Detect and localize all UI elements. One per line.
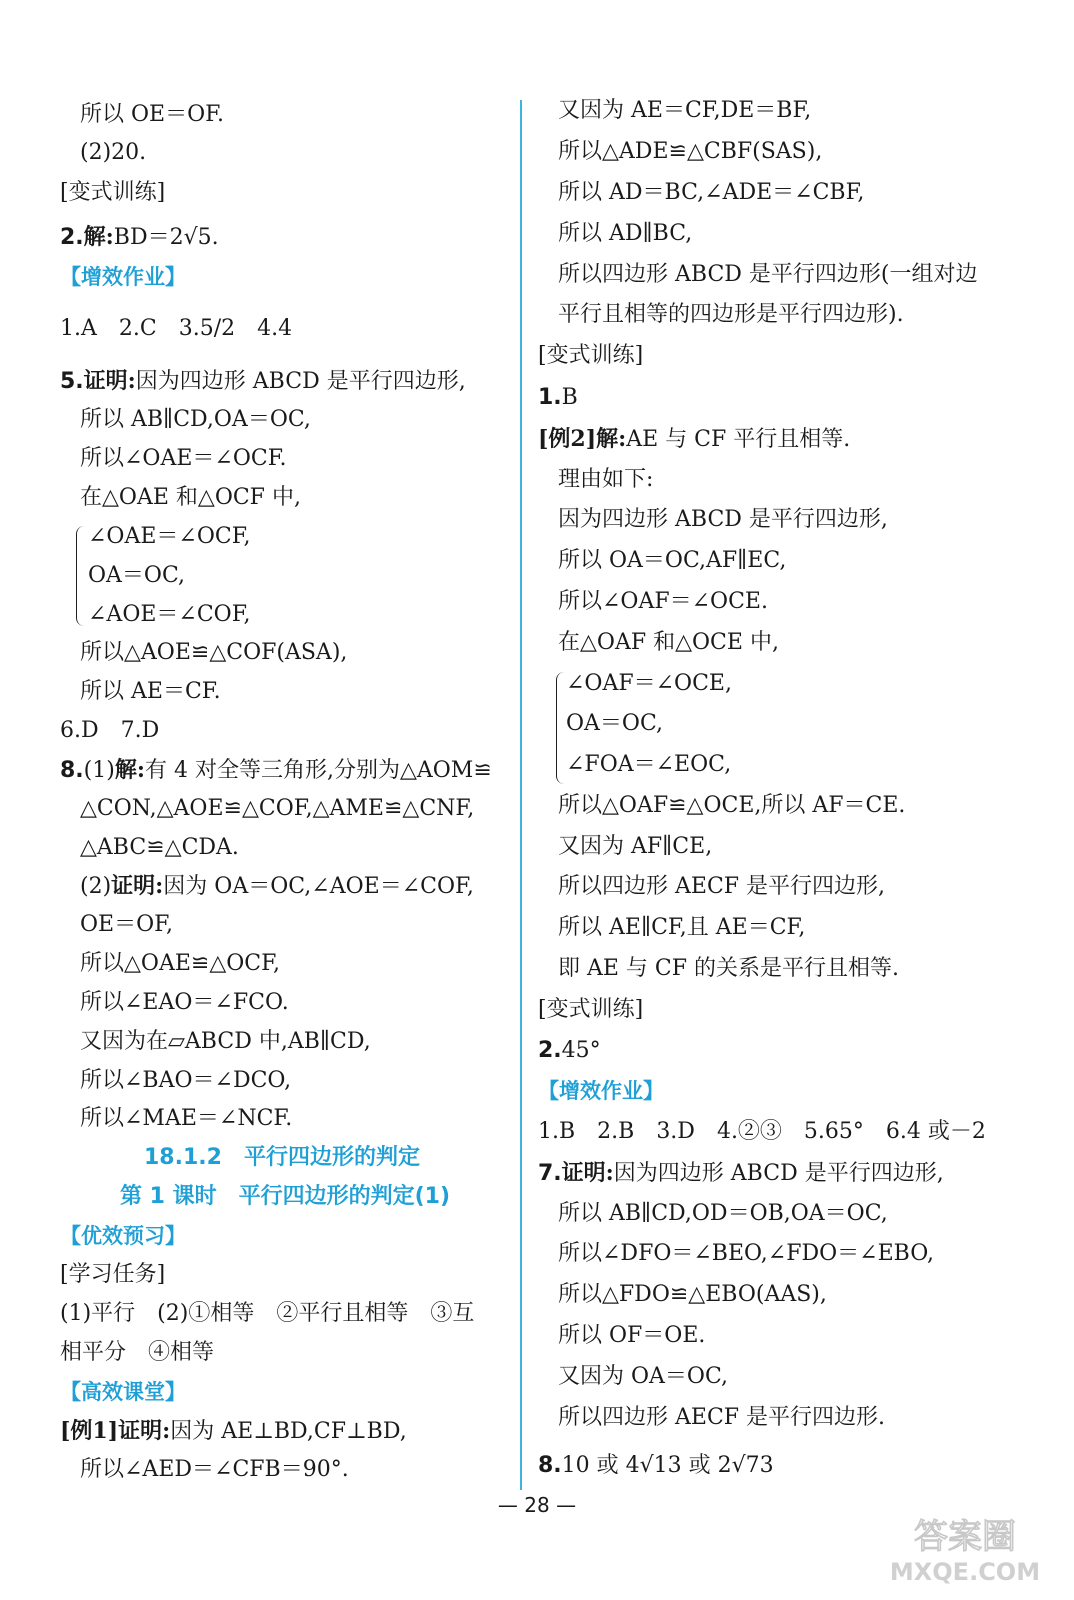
line-text: 因为四边形 ABCD 是平行四边形, (135, 369, 466, 394)
line-text: 1.B 2.B 3.D 4.②③ 5.65° 6.4 或－2 (538, 1119, 986, 1144)
left-line-8 (80, 405, 311, 435)
line-text: 6.D 7.D (60, 718, 160, 743)
answer-lead: 解: (83, 224, 114, 250)
line-text: 所以四边形 ABCD 是平行四边形(一组对边 (558, 262, 978, 287)
line-text: 所以四边形 AECF 是平行四边形, (558, 874, 886, 899)
line-text: [变式训练] (60, 180, 166, 205)
section-tag: 【高效课堂】 (60, 1380, 186, 1404)
right-line-11 (558, 505, 888, 535)
line-text: 在△OAE 和△OCF 中, (80, 485, 301, 510)
right-line-17 (566, 750, 731, 780)
line-text: B (561, 385, 578, 410)
line-text: 所以四边形 AECF 是平行四边形. (558, 1405, 886, 1430)
left-line-2 (80, 138, 146, 168)
left-line-30 (60, 1260, 165, 1290)
question-number: 1. (538, 385, 562, 410)
left-line-6 (60, 314, 292, 344)
line-text: 所以∠EAO＝∠FCO. (80, 990, 289, 1015)
left-line-17 (60, 755, 492, 785)
left-line-23 (80, 988, 289, 1018)
line-text: 10 或 4√13 或 2√73 (561, 1453, 774, 1478)
right-line-12 (558, 546, 786, 576)
line-text: OE＝OF, (80, 912, 173, 937)
left-line-16 (60, 716, 159, 746)
right-line-25 (538, 1076, 664, 1106)
line-text: 所以△ADE≌△CBF(SAS), (558, 139, 823, 164)
right-line-32 (558, 1362, 728, 1392)
left-line-5 (60, 262, 186, 292)
right-line-23 (538, 995, 643, 1025)
right-line-21 (558, 913, 805, 943)
answer-lead: [例1]证明: (60, 1418, 171, 1444)
page-number: — 28 — (497, 1493, 577, 1517)
line-text: 1.A 2.C 3.5/2 4.4 (60, 316, 293, 341)
right-line-27 (538, 1158, 944, 1188)
right-line-18 (558, 791, 905, 821)
line-text: 所以∠OAE＝∠OCF. (80, 446, 287, 471)
line-text: 所以△FDO≌△EBO(AAS), (558, 1282, 827, 1307)
right-line-8 (538, 383, 578, 413)
left-line-29 (60, 1221, 186, 1251)
right-line-1 (558, 96, 811, 126)
line-text: AE 与 CF 平行且相等. (626, 427, 851, 452)
left-line-26 (80, 1104, 292, 1134)
left-line-1 (80, 100, 224, 130)
left-line-21 (80, 910, 173, 940)
line-text: 因为四边形 ABCD 是平行四边形, (558, 507, 888, 532)
right-line-24 (538, 1036, 601, 1066)
line-text: 即 AE 与 CF 的关系是平行且相等. (558, 956, 900, 981)
column-divider (520, 100, 522, 1490)
left-line-20 (80, 871, 474, 901)
left-line-33 (60, 1377, 186, 1407)
left-line-14 (80, 638, 347, 668)
line-text: [变式训练] (538, 343, 644, 368)
line-text: 所以△OAF≌△OCE,所以 AF＝CE. (558, 793, 906, 818)
line-text: 因为四边形 ABCD 是平行四边形, (613, 1161, 944, 1186)
section-tag: 【增效作业】 (538, 1079, 664, 1103)
line-text: [学习任务] (60, 1262, 166, 1287)
left-line-12 (88, 561, 185, 591)
line-text: 45° (561, 1038, 601, 1063)
line-text: 所以 OA＝OC,AF∥EC, (558, 548, 787, 573)
answer-lead: 解: (114, 757, 145, 783)
question-number: 8. (538, 1453, 562, 1478)
right-line-28 (558, 1199, 888, 1229)
right-line-7 (538, 341, 643, 371)
line-text: 所以△OAE≌△OCF, (80, 951, 280, 976)
right-line-15 (566, 669, 732, 699)
left-line-19 (80, 833, 239, 863)
left-line-15 (80, 677, 221, 707)
left-line-13 (88, 600, 251, 630)
line-text: 所以 AD＝BC,∠ADE＝∠CBF, (558, 180, 865, 205)
left-line-9 (80, 444, 287, 474)
line-text: 理由如下: (558, 467, 654, 492)
right-line-5 (558, 260, 978, 290)
left-line-34 (60, 1416, 407, 1446)
line-text: 因为 AE⊥BD,CF⊥BD, (170, 1419, 407, 1444)
section-heading: 18.1.2 平行四边形的判定 (144, 1145, 420, 1170)
right-line-26 (538, 1117, 986, 1147)
sub-question-marker: (2) (80, 874, 112, 899)
line-text: ∠AOE＝∠COF, (88, 602, 251, 627)
line-text: △ABC≌△CDA. (80, 835, 239, 860)
brace-left-system (76, 526, 91, 626)
line-text: 因为 OA＝OC,∠AOE＝∠COF, (163, 874, 474, 899)
question-number: 2. (538, 1038, 562, 1063)
line-text: 相平分 ④相等 (60, 1340, 215, 1365)
line-text: 所以∠DFO＝∠BEO,∠FDO＝∠EBO, (558, 1241, 934, 1266)
left-line-10 (80, 483, 301, 513)
line-text: 所以 OE＝OF. (80, 102, 224, 127)
line-text: [变式训练] (538, 997, 644, 1022)
line-text: 所以 OF＝OE. (558, 1323, 706, 1348)
watermark-url: MXQE.COM (889, 1558, 1041, 1586)
line-text: 所以 AB∥CD,OA＝OC, (80, 407, 311, 432)
line-text: OA＝OC, (88, 563, 186, 588)
question-number: 5. (60, 369, 84, 394)
right-line-2 (558, 137, 822, 167)
answer-lead: 证明: (111, 873, 164, 899)
answer-lead: [例2]解: (538, 426, 627, 452)
line-text: 又因为 AE＝CF,DE＝BF, (558, 98, 812, 123)
right-line-20 (558, 872, 885, 902)
line-text: 所以∠OAF＝∠OCE. (558, 589, 768, 614)
line-text: ∠OAE＝∠OCF, (88, 524, 251, 549)
left-line-24 (80, 1027, 371, 1057)
left-line-11 (88, 522, 251, 552)
right-line-31 (558, 1321, 705, 1351)
line-text: 所以∠BAO＝∠DCO, (80, 1068, 292, 1093)
right-line-19 (558, 832, 712, 862)
line-text: (1)平行 (2)①相等 ②平行且相等 ③互 (60, 1301, 475, 1326)
line-text: 有 4 对全等三角形,分别为△AOM≌ (144, 758, 492, 783)
right-line-14 (558, 628, 779, 658)
right-line-6 (558, 300, 904, 330)
right-line-33 (558, 1403, 885, 1433)
line-text: 在△OAF 和△OCE 中, (558, 630, 779, 655)
left-line-18 (80, 794, 474, 824)
brace-right-system (556, 672, 571, 784)
line-text: (2)20. (80, 140, 147, 165)
right-line-29 (558, 1239, 934, 1269)
left-line-35 (80, 1455, 349, 1485)
right-line-22 (558, 954, 899, 984)
line-text: △CON,△AOE≌△COF,△AME≌△CNF, (80, 796, 475, 821)
watermark-logo (880, 1508, 1050, 1588)
line-text: 所以∠MAE＝∠NCF. (80, 1106, 293, 1131)
left-line-4 (60, 222, 219, 252)
left-line-27 (144, 1143, 420, 1173)
line-text: 又因为 OA＝OC, (558, 1364, 728, 1389)
right-line-16 (566, 709, 663, 739)
section-tag: 【增效作业】 (60, 265, 186, 289)
left-line-32 (60, 1338, 214, 1368)
line-text: 所以 AE∥CF,且 AE＝CF, (558, 915, 806, 940)
left-line-25 (80, 1066, 291, 1096)
line-text: 所以 AB∥CD,OD＝OB,OA＝OC, (558, 1201, 888, 1226)
line-text: OA＝OC, (566, 711, 664, 736)
right-line-13 (558, 587, 768, 617)
left-line-7 (60, 366, 466, 396)
line-text: 所以 AD∥BC, (558, 221, 693, 246)
right-line-34 (538, 1451, 774, 1481)
right-line-30 (558, 1280, 827, 1310)
question-number: 2. (60, 225, 84, 250)
section-heading: 第 1 课时 平行四边形的判定(1) (120, 1184, 451, 1209)
right-line-10 (558, 465, 653, 495)
answer-lead: 证明: (83, 368, 136, 394)
question-number: 8. (60, 758, 84, 783)
sub-question-marker: (1) (83, 758, 115, 783)
section-tag: 【优效预习】 (60, 1224, 186, 1248)
line-text: 所以∠AED＝∠CFB＝90°. (80, 1457, 349, 1482)
line-text: 平行且相等的四边形是平行四边形). (558, 302, 904, 327)
right-line-9 (538, 424, 850, 454)
line-text: ∠FOA＝∠EOC, (566, 752, 732, 777)
watermark-title: 答案圈 (914, 1517, 1016, 1557)
right-line-4 (558, 219, 692, 249)
answer-lead: 证明: (561, 1160, 614, 1186)
line-text: 所以 AE＝CF. (80, 679, 221, 704)
line-text: ∠OAF＝∠OCE, (566, 671, 732, 696)
line-text: 又因为在▱ABCD 中,AB∥CD, (80, 1029, 371, 1054)
left-line-28 (120, 1182, 450, 1212)
line-text: 又因为 AF∥CE, (558, 834, 713, 859)
question-number: 7. (538, 1161, 562, 1186)
right-line-3 (558, 178, 864, 208)
left-line-31 (60, 1299, 474, 1329)
left-line-22 (80, 949, 280, 979)
line-text: 所以△AOE≌△COF(ASA), (80, 640, 348, 665)
left-line-3 (60, 178, 165, 208)
line-text: BD＝2√5. (113, 225, 219, 250)
